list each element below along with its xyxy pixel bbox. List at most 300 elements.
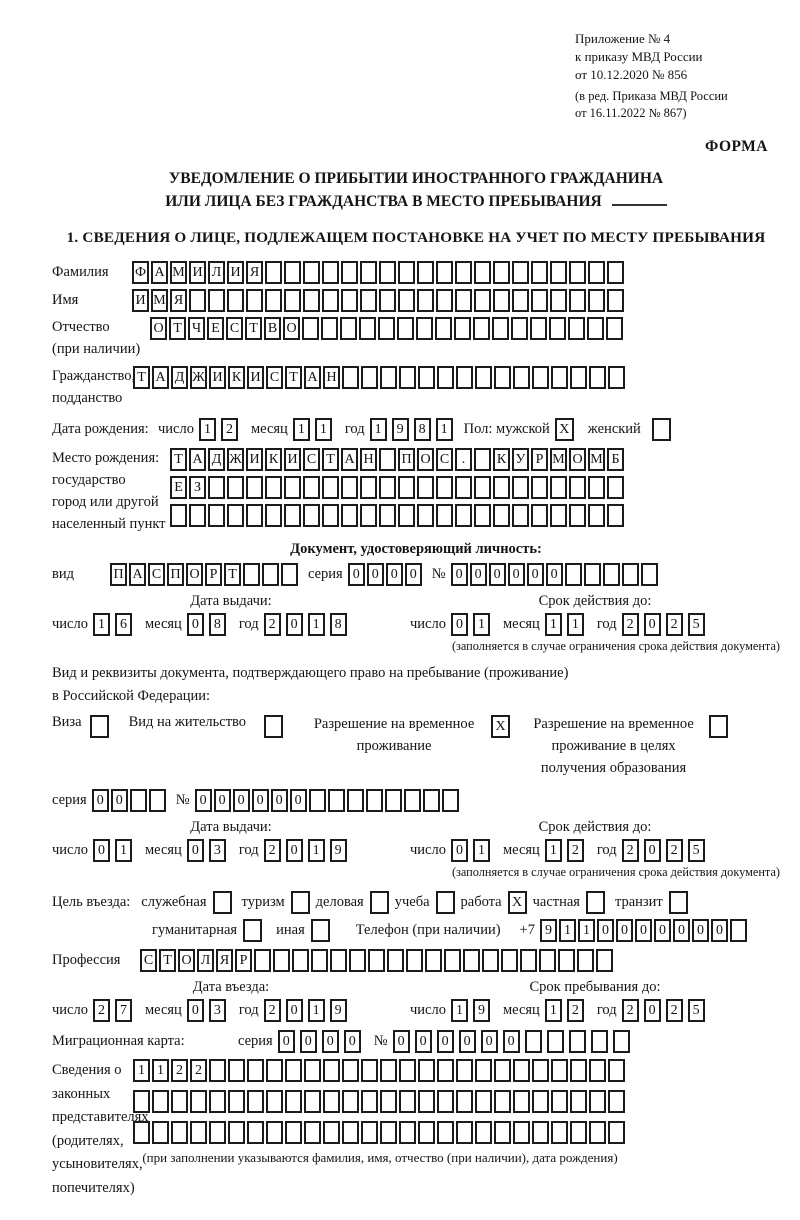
char-cell[interactable] — [380, 1059, 397, 1082]
char-cell[interactable] — [589, 1121, 606, 1144]
char-cell[interactable]: 0 — [195, 789, 212, 812]
char-cell[interactable]: Я — [170, 289, 187, 312]
char-cell[interactable] — [493, 504, 510, 527]
char-cell[interactable] — [418, 1059, 435, 1082]
char-cell[interactable]: 0 — [187, 999, 204, 1022]
char-cell[interactable] — [589, 1059, 606, 1082]
char-cell[interactable] — [368, 949, 385, 972]
purpose-private-checkbox[interactable] — [586, 891, 605, 914]
char-cell[interactable] — [608, 366, 625, 389]
char-cell[interactable] — [418, 1090, 435, 1113]
char-cell[interactable]: 2 — [93, 999, 110, 1022]
char-cell[interactable] — [569, 504, 586, 527]
char-cell[interactable] — [588, 476, 605, 499]
char-cell[interactable] — [417, 476, 434, 499]
char-cell[interactable] — [398, 289, 415, 312]
char-cell[interactable] — [323, 1059, 340, 1082]
char-cell[interactable]: 7 — [115, 999, 132, 1022]
char-cell[interactable] — [399, 1121, 416, 1144]
char-cell[interactable]: 0 — [644, 999, 661, 1022]
char-cell[interactable] — [589, 366, 606, 389]
char-cell[interactable] — [549, 317, 566, 340]
char-cell[interactable]: 1 — [308, 999, 325, 1022]
char-cell[interactable] — [322, 289, 339, 312]
char-cell[interactable]: 0 — [322, 1030, 339, 1053]
char-cell[interactable] — [262, 563, 279, 586]
char-cell[interactable]: Р — [235, 949, 252, 972]
char-cell[interactable]: 0 — [386, 563, 403, 586]
char-cell[interactable]: 1 — [315, 418, 332, 441]
char-cell[interactable]: 8 — [414, 418, 431, 441]
char-cell[interactable] — [531, 504, 548, 527]
char-cell[interactable] — [613, 1030, 630, 1053]
char-cell[interactable] — [494, 366, 511, 389]
char-cell[interactable] — [243, 563, 260, 586]
char-cell[interactable] — [284, 476, 301, 499]
char-cell[interactable] — [437, 1121, 454, 1144]
char-cell[interactable]: С — [436, 448, 453, 471]
char-cell[interactable] — [551, 1059, 568, 1082]
char-cell[interactable] — [570, 366, 587, 389]
char-cell[interactable] — [474, 476, 491, 499]
char-cell[interactable]: Н — [360, 448, 377, 471]
char-cell[interactable]: 0 — [286, 613, 303, 636]
char-cell[interactable]: 1 — [293, 418, 310, 441]
char-cell[interactable] — [303, 476, 320, 499]
char-cell[interactable]: С — [266, 366, 283, 389]
temp-residence-checkbox[interactable]: X — [491, 715, 510, 738]
char-cell[interactable] — [399, 366, 416, 389]
char-cell[interactable]: 0 — [459, 1030, 476, 1053]
char-cell[interactable]: К — [265, 448, 282, 471]
purpose-other-checkbox[interactable] — [311, 919, 330, 942]
char-cell[interactable] — [171, 1121, 188, 1144]
char-cell[interactable] — [454, 317, 471, 340]
char-cell[interactable] — [475, 1090, 492, 1113]
char-cell[interactable]: 0 — [111, 789, 128, 812]
char-cell[interactable] — [304, 1059, 321, 1082]
char-cell[interactable]: Д — [171, 366, 188, 389]
char-cell[interactable] — [493, 476, 510, 499]
char-cell[interactable] — [442, 789, 459, 812]
char-cell[interactable]: 2 — [171, 1059, 188, 1082]
char-cell[interactable] — [404, 789, 421, 812]
char-cell[interactable]: 0 — [252, 789, 269, 812]
char-cell[interactable] — [209, 1059, 226, 1082]
char-cell[interactable] — [304, 1121, 321, 1144]
char-cell[interactable]: 8 — [330, 613, 347, 636]
char-cell[interactable]: 1 — [308, 839, 325, 862]
char-cell[interactable] — [208, 476, 225, 499]
char-cell[interactable] — [284, 261, 301, 284]
char-cell[interactable] — [152, 1090, 169, 1113]
char-cell[interactable] — [550, 476, 567, 499]
char-cell[interactable] — [456, 1059, 473, 1082]
char-cell[interactable]: 1 — [545, 613, 562, 636]
char-cell[interactable] — [266, 1121, 283, 1144]
char-cell[interactable]: 3 — [209, 839, 226, 862]
char-cell[interactable] — [512, 476, 529, 499]
char-cell[interactable] — [398, 261, 415, 284]
char-cell[interactable]: 0 — [415, 1030, 432, 1053]
char-cell[interactable] — [418, 1121, 435, 1144]
char-cell[interactable]: 0 — [187, 613, 204, 636]
char-cell[interactable]: И — [246, 448, 263, 471]
char-cell[interactable]: 0 — [470, 563, 487, 586]
purpose-tourism-checkbox[interactable] — [291, 891, 310, 914]
char-cell[interactable] — [266, 1059, 283, 1082]
char-cell[interactable] — [246, 504, 263, 527]
char-cell[interactable]: П — [398, 448, 415, 471]
char-cell[interactable] — [380, 366, 397, 389]
char-cell[interactable]: 0 — [546, 563, 563, 586]
char-cell[interactable] — [284, 504, 301, 527]
purpose-business-checkbox[interactable] — [370, 891, 389, 914]
char-cell[interactable] — [133, 1121, 150, 1144]
char-cell[interactable]: Ч — [188, 317, 205, 340]
char-cell[interactable] — [492, 317, 509, 340]
char-cell[interactable] — [588, 289, 605, 312]
char-cell[interactable] — [379, 261, 396, 284]
char-cell[interactable]: 1 — [436, 418, 453, 441]
char-cell[interactable] — [284, 289, 301, 312]
char-cell[interactable] — [603, 563, 620, 586]
char-cell[interactable]: С — [148, 563, 165, 586]
char-cell[interactable] — [328, 789, 345, 812]
char-cell[interactable]: 1 — [473, 839, 490, 862]
char-cell[interactable] — [303, 261, 320, 284]
char-cell[interactable] — [209, 1121, 226, 1144]
char-cell[interactable] — [133, 1090, 150, 1113]
char-cell[interactable] — [380, 1121, 397, 1144]
char-cell[interactable] — [342, 1090, 359, 1113]
char-cell[interactable] — [342, 1121, 359, 1144]
char-cell[interactable] — [436, 289, 453, 312]
char-cell[interactable] — [606, 317, 623, 340]
char-cell[interactable] — [399, 1059, 416, 1082]
char-cell[interactable]: П — [110, 563, 127, 586]
char-cell[interactable] — [569, 1030, 586, 1053]
char-cell[interactable] — [387, 949, 404, 972]
char-cell[interactable]: У — [512, 448, 529, 471]
char-cell[interactable]: 1 — [93, 613, 110, 636]
char-cell[interactable] — [190, 1090, 207, 1113]
char-cell[interactable]: П — [167, 563, 184, 586]
char-cell[interactable]: 0 — [344, 1030, 361, 1053]
char-cell[interactable]: М — [588, 448, 605, 471]
char-cell[interactable] — [550, 504, 567, 527]
char-cell[interactable] — [608, 1090, 625, 1113]
char-cell[interactable]: Т — [133, 366, 150, 389]
char-cell[interactable] — [379, 504, 396, 527]
char-cell[interactable] — [493, 289, 510, 312]
char-cell[interactable]: А — [152, 366, 169, 389]
char-cell[interactable] — [435, 317, 452, 340]
char-cell[interactable]: 0 — [187, 839, 204, 862]
char-cell[interactable] — [265, 504, 282, 527]
char-cell[interactable]: И — [132, 289, 149, 312]
char-cell[interactable] — [340, 317, 357, 340]
char-cell[interactable]: Л — [197, 949, 214, 972]
char-cell[interactable]: 1 — [133, 1059, 150, 1082]
char-cell[interactable]: 8 — [209, 613, 226, 636]
char-cell[interactable]: 0 — [644, 613, 661, 636]
char-cell[interactable]: О — [150, 317, 167, 340]
char-cell[interactable]: 0 — [597, 919, 614, 942]
char-cell[interactable] — [437, 366, 454, 389]
char-cell[interactable]: А — [129, 563, 146, 586]
char-cell[interactable] — [349, 949, 366, 972]
char-cell[interactable]: 1 — [545, 839, 562, 862]
char-cell[interactable] — [285, 1059, 302, 1082]
char-cell[interactable]: А — [341, 448, 358, 471]
char-cell[interactable]: 0 — [405, 563, 422, 586]
char-cell[interactable]: 0 — [673, 919, 690, 942]
char-cell[interactable]: 0 — [271, 789, 288, 812]
char-cell[interactable] — [436, 504, 453, 527]
char-cell[interactable] — [304, 1090, 321, 1113]
char-cell[interactable]: 2 — [190, 1059, 207, 1082]
char-cell[interactable] — [425, 949, 442, 972]
char-cell[interactable]: 2 — [264, 613, 281, 636]
char-cell[interactable] — [456, 1121, 473, 1144]
char-cell[interactable] — [568, 317, 585, 340]
char-cell[interactable]: Р — [531, 448, 548, 471]
char-cell[interactable] — [436, 476, 453, 499]
char-cell[interactable]: 2 — [567, 839, 584, 862]
visa-checkbox[interactable] — [90, 715, 109, 738]
char-cell[interactable]: Т — [169, 317, 186, 340]
char-cell[interactable]: Т — [285, 366, 302, 389]
char-cell[interactable]: З — [189, 476, 206, 499]
char-cell[interactable]: 2 — [622, 839, 639, 862]
char-cell[interactable] — [437, 1090, 454, 1113]
char-cell[interactable] — [379, 476, 396, 499]
char-cell[interactable] — [189, 289, 206, 312]
char-cell[interactable]: 2 — [622, 999, 639, 1022]
char-cell[interactable] — [359, 317, 376, 340]
female-checkbox[interactable] — [652, 418, 671, 441]
char-cell[interactable] — [360, 289, 377, 312]
char-cell[interactable]: 1 — [308, 613, 325, 636]
char-cell[interactable] — [608, 1059, 625, 1082]
char-cell[interactable] — [311, 949, 328, 972]
char-cell[interactable]: 0 — [286, 839, 303, 862]
char-cell[interactable] — [531, 476, 548, 499]
char-cell[interactable] — [227, 476, 244, 499]
char-cell[interactable] — [322, 261, 339, 284]
char-cell[interactable]: 0 — [92, 789, 109, 812]
char-cell[interactable] — [607, 476, 624, 499]
char-cell[interactable]: 0 — [451, 613, 468, 636]
char-cell[interactable] — [303, 504, 320, 527]
char-cell[interactable]: 1 — [199, 418, 216, 441]
char-cell[interactable]: О — [283, 317, 300, 340]
char-cell[interactable] — [512, 289, 529, 312]
purpose-work-checkbox[interactable]: X — [508, 891, 527, 914]
char-cell[interactable]: С — [140, 949, 157, 972]
char-cell[interactable]: 0 — [393, 1030, 410, 1053]
char-cell[interactable] — [273, 949, 290, 972]
char-cell[interactable]: О — [178, 949, 195, 972]
char-cell[interactable] — [347, 789, 364, 812]
purpose-humanitarian-checkbox[interactable] — [243, 919, 262, 942]
char-cell[interactable] — [588, 504, 605, 527]
char-cell[interactable] — [285, 1090, 302, 1113]
char-cell[interactable]: М — [550, 448, 567, 471]
char-cell[interactable] — [379, 448, 396, 471]
char-cell[interactable] — [456, 366, 473, 389]
char-cell[interactable] — [532, 366, 549, 389]
char-cell[interactable]: Я — [246, 261, 263, 284]
char-cell[interactable] — [228, 1059, 245, 1082]
char-cell[interactable]: 2 — [622, 613, 639, 636]
char-cell[interactable]: И — [189, 261, 206, 284]
char-cell[interactable] — [437, 1059, 454, 1082]
char-cell[interactable]: Т — [245, 317, 262, 340]
char-cell[interactable] — [532, 1090, 549, 1113]
char-cell[interactable] — [513, 366, 530, 389]
char-cell[interactable]: 2 — [666, 999, 683, 1022]
char-cell[interactable] — [520, 949, 537, 972]
char-cell[interactable] — [591, 1030, 608, 1053]
char-cell[interactable]: 0 — [300, 1030, 317, 1053]
char-cell[interactable] — [622, 563, 639, 586]
char-cell[interactable] — [406, 949, 423, 972]
char-cell[interactable]: 1 — [567, 613, 584, 636]
char-cell[interactable]: 9 — [473, 999, 490, 1022]
char-cell[interactable] — [360, 261, 377, 284]
char-cell[interactable]: 0 — [508, 563, 525, 586]
char-cell[interactable]: 0 — [214, 789, 231, 812]
char-cell[interactable] — [149, 789, 166, 812]
char-cell[interactable]: 0 — [481, 1030, 498, 1053]
char-cell[interactable] — [152, 1121, 169, 1144]
char-cell[interactable] — [584, 563, 601, 586]
char-cell[interactable] — [475, 1121, 492, 1144]
char-cell[interactable] — [208, 289, 225, 312]
char-cell[interactable] — [547, 1030, 564, 1053]
char-cell[interactable] — [475, 366, 492, 389]
char-cell[interactable] — [321, 317, 338, 340]
char-cell[interactable] — [209, 1090, 226, 1113]
char-cell[interactable] — [303, 289, 320, 312]
char-cell[interactable] — [342, 366, 359, 389]
char-cell[interactable] — [398, 476, 415, 499]
char-cell[interactable]: Т — [224, 563, 241, 586]
char-cell[interactable] — [569, 289, 586, 312]
char-cell[interactable] — [417, 504, 434, 527]
char-cell[interactable] — [512, 504, 529, 527]
char-cell[interactable] — [473, 317, 490, 340]
char-cell[interactable]: 0 — [527, 563, 544, 586]
char-cell[interactable] — [474, 448, 491, 471]
char-cell[interactable]: О — [569, 448, 586, 471]
char-cell[interactable]: И — [284, 448, 301, 471]
char-cell[interactable]: Т — [322, 448, 339, 471]
char-cell[interactable] — [246, 476, 263, 499]
char-cell[interactable]: 2 — [221, 418, 238, 441]
char-cell[interactable] — [532, 1121, 549, 1144]
char-cell[interactable]: Л — [208, 261, 225, 284]
char-cell[interactable] — [265, 289, 282, 312]
char-cell[interactable]: 0 — [367, 563, 384, 586]
char-cell[interactable]: Я — [216, 949, 233, 972]
char-cell[interactable] — [501, 949, 518, 972]
char-cell[interactable] — [323, 1121, 340, 1144]
char-cell[interactable]: 0 — [489, 563, 506, 586]
char-cell[interactable] — [130, 789, 147, 812]
char-cell[interactable] — [247, 1121, 264, 1144]
char-cell[interactable] — [330, 949, 347, 972]
char-cell[interactable] — [247, 1090, 264, 1113]
char-cell[interactable] — [246, 289, 263, 312]
char-cell[interactable] — [170, 504, 187, 527]
char-cell[interactable] — [361, 1059, 378, 1082]
char-cell[interactable] — [342, 1059, 359, 1082]
char-cell[interactable] — [265, 476, 282, 499]
char-cell[interactable] — [189, 504, 206, 527]
char-cell[interactable]: А — [189, 448, 206, 471]
char-cell[interactable] — [513, 1059, 530, 1082]
char-cell[interactable]: М — [170, 261, 187, 284]
char-cell[interactable] — [531, 261, 548, 284]
char-cell[interactable]: В — [264, 317, 281, 340]
char-cell[interactable]: 2 — [264, 999, 281, 1022]
char-cell[interactable]: 0 — [451, 563, 468, 586]
char-cell[interactable]: 0 — [278, 1030, 295, 1053]
char-cell[interactable]: И — [227, 261, 244, 284]
char-cell[interactable] — [475, 1059, 492, 1082]
char-cell[interactable]: 2 — [264, 839, 281, 862]
char-cell[interactable]: 3 — [209, 999, 226, 1022]
char-cell[interactable]: С — [226, 317, 243, 340]
char-cell[interactable] — [341, 289, 358, 312]
char-cell[interactable] — [474, 261, 491, 284]
char-cell[interactable]: 6 — [115, 613, 132, 636]
char-cell[interactable] — [227, 504, 244, 527]
char-cell[interactable] — [436, 261, 453, 284]
char-cell[interactable]: Е — [207, 317, 224, 340]
char-cell[interactable]: 0 — [290, 789, 307, 812]
char-cell[interactable]: 0 — [93, 839, 110, 862]
char-cell[interactable] — [513, 1090, 530, 1113]
char-cell[interactable] — [596, 949, 613, 972]
char-cell[interactable] — [366, 789, 383, 812]
char-cell[interactable] — [378, 317, 395, 340]
char-cell[interactable] — [418, 366, 435, 389]
char-cell[interactable] — [341, 504, 358, 527]
char-cell[interactable] — [551, 1090, 568, 1113]
char-cell[interactable] — [322, 476, 339, 499]
char-cell[interactable]: 5 — [688, 999, 705, 1022]
char-cell[interactable]: Д — [208, 448, 225, 471]
char-cell[interactable] — [265, 261, 282, 284]
char-cell[interactable]: 1 — [559, 919, 576, 942]
char-cell[interactable] — [577, 949, 594, 972]
char-cell[interactable]: Р — [205, 563, 222, 586]
char-cell[interactable] — [266, 1090, 283, 1113]
char-cell[interactable] — [360, 504, 377, 527]
char-cell[interactable]: К — [228, 366, 245, 389]
char-cell[interactable]: 0 — [451, 839, 468, 862]
char-cell[interactable]: Ж — [227, 448, 244, 471]
char-cell[interactable] — [569, 261, 586, 284]
char-cell[interactable]: 0 — [233, 789, 250, 812]
char-cell[interactable]: Ф — [132, 261, 149, 284]
char-cell[interactable]: 0 — [692, 919, 709, 942]
char-cell[interactable]: 1 — [545, 999, 562, 1022]
